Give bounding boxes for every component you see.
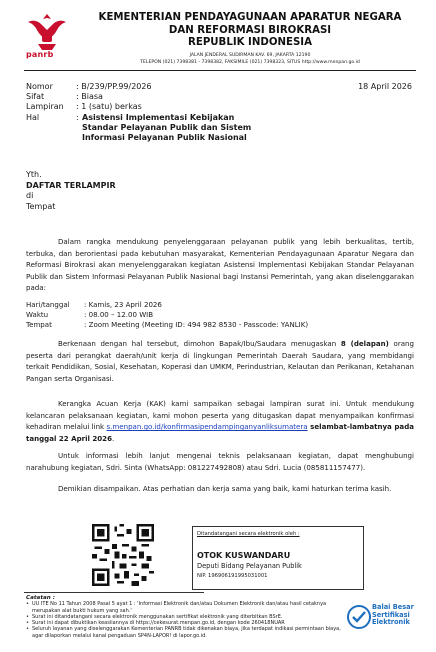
letterhead-line-1: KEMENTERIAN PENDAYAGUNAAN APARATUR NEGARA bbox=[98, 12, 402, 23]
confirmation-link[interactable]: s.menpan.go.id/konfirmasipendampinganyanliksumatera bbox=[106, 422, 308, 432]
paragraph-closing: Demikian disampaikan. Atas perhatian dan kerja sama yang baik, kami haturkan terima kasih. bbox=[58, 484, 392, 493]
qr-code-icon bbox=[92, 524, 154, 586]
letterhead-contact: TELEPON (021) 7398381 - 7398382, FAKSIMILE (021) 7398323, SITUS http://www.menpan.go.id bbox=[140, 59, 360, 65]
schedule bbox=[26, 300, 308, 330]
schedule-time: : 08.00 – 12.00 WIB bbox=[84, 310, 154, 319]
addressee-tempat: Tempat bbox=[26, 201, 56, 211]
addressee-di: di bbox=[26, 191, 34, 201]
addressee-to: DAFTAR TERLAMPIR bbox=[26, 180, 116, 190]
letterhead bbox=[80, 12, 420, 66]
schedule-time-label: Waktu bbox=[26, 310, 49, 319]
bsre-text bbox=[372, 604, 414, 627]
signature-head: Ditandatangani secara elektronik oleh : bbox=[197, 531, 300, 537]
bsre-line-2: Sertifikasi bbox=[372, 610, 410, 619]
paragraph-contact: Untuk informasi lebih lanjut mengenai teknis pelaksanaan kegiatan, dapat menghubungi narahubung kegiatan, Sdri. Sinta (WhatsApp: 081227492808) atau Sdri. Lucia (085811157477). bbox=[26, 451, 414, 472]
signature-box bbox=[192, 526, 364, 590]
bsre-line-3: Elektronik bbox=[372, 618, 410, 627]
addressee-yth: Yth. bbox=[26, 170, 42, 179]
signer-nip: NIP. 196906191995031001 bbox=[197, 573, 268, 579]
letter-date: 18 April 2026 bbox=[358, 82, 412, 91]
footnote-divider bbox=[24, 592, 204, 593]
para3-a: Kerangka Acuan Kerja (KAK) kami sampaikan sebagai lampiran surat ini. Untuk mendukung kelancaran pelaksanaan kegiatan, kami mohon peserta yang ditugaskan dapat menyampaikan konfirmasi kehadiran melalui link bbox=[26, 399, 414, 432]
sifat-value: : Biasa bbox=[76, 92, 103, 102]
participant-count: 8 (delapan) bbox=[340, 339, 389, 348]
schedule-day-label: Hari/tanggal bbox=[26, 300, 70, 309]
lampiran-label: Lampiran bbox=[26, 102, 64, 112]
para3-c: . bbox=[111, 433, 115, 443]
nomor-label: Nomor bbox=[26, 82, 53, 91]
para2-c: orang peserta dari perangkat daerah/unit kerja di lingkungan Pemerintah Daerah Saudara, yang membidangi terkait Pendidikan, Sosial, Kesehatan, Koperasi dan UMKM, Perindustrian, Kelautan dan Perikanan, Ketahanan Pangan serta Organisasi. bbox=[26, 339, 414, 383]
hal-line-3: Informasi Pelayanan Publik Nasional bbox=[82, 133, 247, 143]
footnote-item: • Surat ini ditandatangani secara elektronik menggunakan sertifikat elektronik yang diterbitkan BSrE. bbox=[32, 614, 342, 620]
footnote-list bbox=[26, 601, 342, 639]
paragraph-kak bbox=[26, 398, 414, 444]
signer-name: OTOK KUSWANDARU bbox=[197, 551, 291, 560]
hal-label: Hal bbox=[26, 112, 40, 122]
letter-meta bbox=[26, 82, 251, 143]
sifat-label: Sifat bbox=[26, 92, 45, 102]
deadline: selambat-lambatnya pada tanggal 22 April 2026 bbox=[26, 422, 414, 443]
addressee bbox=[26, 170, 116, 212]
paragraph-participants bbox=[26, 338, 414, 384]
letterhead-line-3: REPUBLIK INDONESIA bbox=[188, 37, 312, 48]
footnote-item: • UU ITE No 11 Tahun 2008 Pasal 5 ayat 1 : 'Informasi Elektronik dan/atau Dokumen Elektronik dan/atau hasil cetaknya merupakan alat bukti hukum yang sah.' bbox=[32, 601, 342, 614]
panrb-logo-text: panrb bbox=[26, 50, 54, 59]
hal-line-1: Asistensi Implementasi Kebijakan bbox=[82, 112, 235, 122]
letterhead-address: JALAN JENDERAL SUDIRMAN KAV. 69, JAKARTA 12190 bbox=[189, 52, 311, 58]
footnote-title: Catatan : bbox=[26, 595, 55, 601]
nomor-value: : B/239/PP.99/2026 bbox=[76, 82, 152, 91]
footnote-item: • Seluruh layanan yang diselenggarakan Kementerian PANRB tidak dikenakan biaya, jika terdapat indikasi permintaan biaya, agar dilaporkan melalui kanal pengaduan SP4N-LAPOR! di lapor.go.id. bbox=[32, 626, 342, 639]
hal-line-2: Standar Pelayanan Publik dan Sistem bbox=[82, 122, 252, 132]
schedule-day: : Kamis, 23 April 2026 bbox=[84, 300, 162, 309]
footnote-item: • Surat ini dapat dibuktikan keasliannya di https://cekesurat.menpan.go.id, dengan kode 260418NUAR bbox=[32, 620, 342, 626]
footnote bbox=[26, 595, 342, 639]
signer-title: Deputi Bidang Pelayanan Publik bbox=[197, 562, 302, 570]
schedule-place-label: Tempat bbox=[26, 320, 52, 329]
hal-colon: : bbox=[76, 112, 79, 122]
hal-value bbox=[82, 113, 251, 144]
paragraph-intro: Dalam rangka mendukung penyelenggaraan pelayanan publik yang lebih berkualitas, tertib, terbuka, dan berorientasi pada kebutuhan masyarakat, Kementerian Pendayagunaan Aparatur Negara dan Reformasi Birokrasi akan menyelenggarakan kegiatan Asistensi Implementasi Kebijakan Standar Pelayanan Publik dan Sistem Informasi Pelayanan Publik Nasional bagi Instansi Pemerintah, yang akan diselenggarakan pada: bbox=[26, 237, 414, 293]
letterhead-line-2: DAN REFORMASI BIROKRASI bbox=[168, 24, 332, 36]
letterhead-divider bbox=[24, 70, 416, 71]
schedule-place: : Zoom Meeting (Meeting ID: 494 982 8530 - Passcode: YANLIK) bbox=[84, 320, 309, 329]
bsre-line-1: Balai Besar bbox=[372, 603, 414, 611]
lampiran-value: : 1 (satu) berkas bbox=[76, 102, 142, 112]
para2-a: Berkenaan dengan hal tersebut, dimohon Bapak/Ibu/Saudara menugaskan bbox=[58, 339, 341, 348]
